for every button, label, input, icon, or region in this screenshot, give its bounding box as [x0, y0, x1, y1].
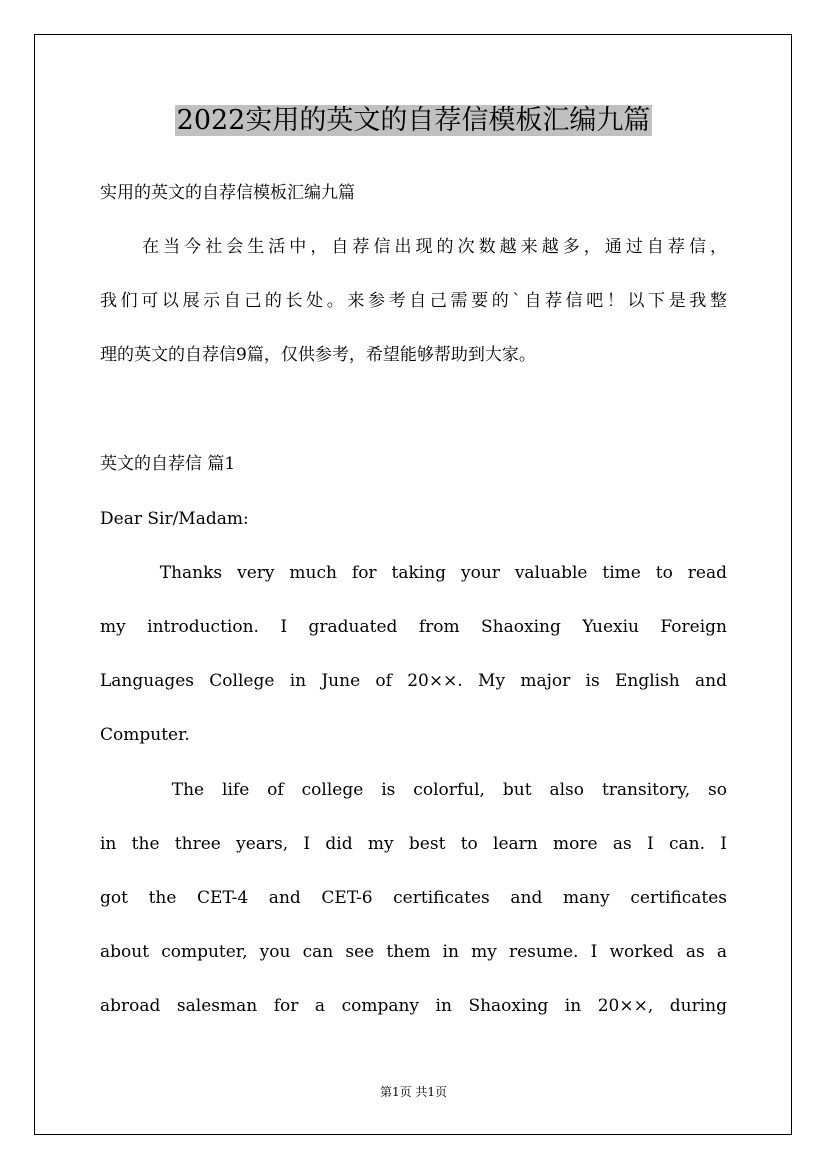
paragraph-line: Thanks very much for taking your valuable time to read: [100, 563, 727, 583]
intro-line: 理的英文的自荐信9篇，仅供参考，希望能够帮助到大家。: [100, 345, 536, 365]
paragraph-line: abroad salesman for a company in Shaoxing in 20××, during: [100, 996, 727, 1016]
paragraph-line: about computer, you can see them in my resume. I worked as a: [100, 942, 727, 962]
paragraph-line: Computer.: [100, 725, 190, 745]
paragraph-line: The life of college is colorful, but also transitory, so: [100, 780, 727, 800]
page-number: 第1页 共1页: [379, 1085, 448, 1099]
intro-line: 在当今社会生活中，自荐信出现的次数越来越多，通过自荐信，: [100, 237, 727, 257]
section-heading: 英文的自荐信 篇1: [100, 454, 236, 474]
salutation: Dear Sir/Madam:: [100, 509, 249, 529]
paragraph-line: my introduction. I graduated from Shaoxing Yuexiu Foreign: [100, 617, 727, 637]
document-title: 2022实用的英文的自荐信模板汇编九篇: [176, 105, 651, 136]
intro-line: 我们可以展示自己的长处。来参考自己需要的`自荐信吧！以下是我整: [100, 291, 727, 311]
paragraph-line: Languages College in June of 20××. My major is English and: [100, 671, 727, 691]
paragraph-line: in the three years, I did my best to learn more as I can. I: [100, 834, 727, 854]
document-subtitle: 实用的英文的自荐信模板汇编九篇: [100, 183, 355, 203]
paragraph-line: got the CET-4 and CET-6 certificates and many certificates: [100, 888, 727, 908]
